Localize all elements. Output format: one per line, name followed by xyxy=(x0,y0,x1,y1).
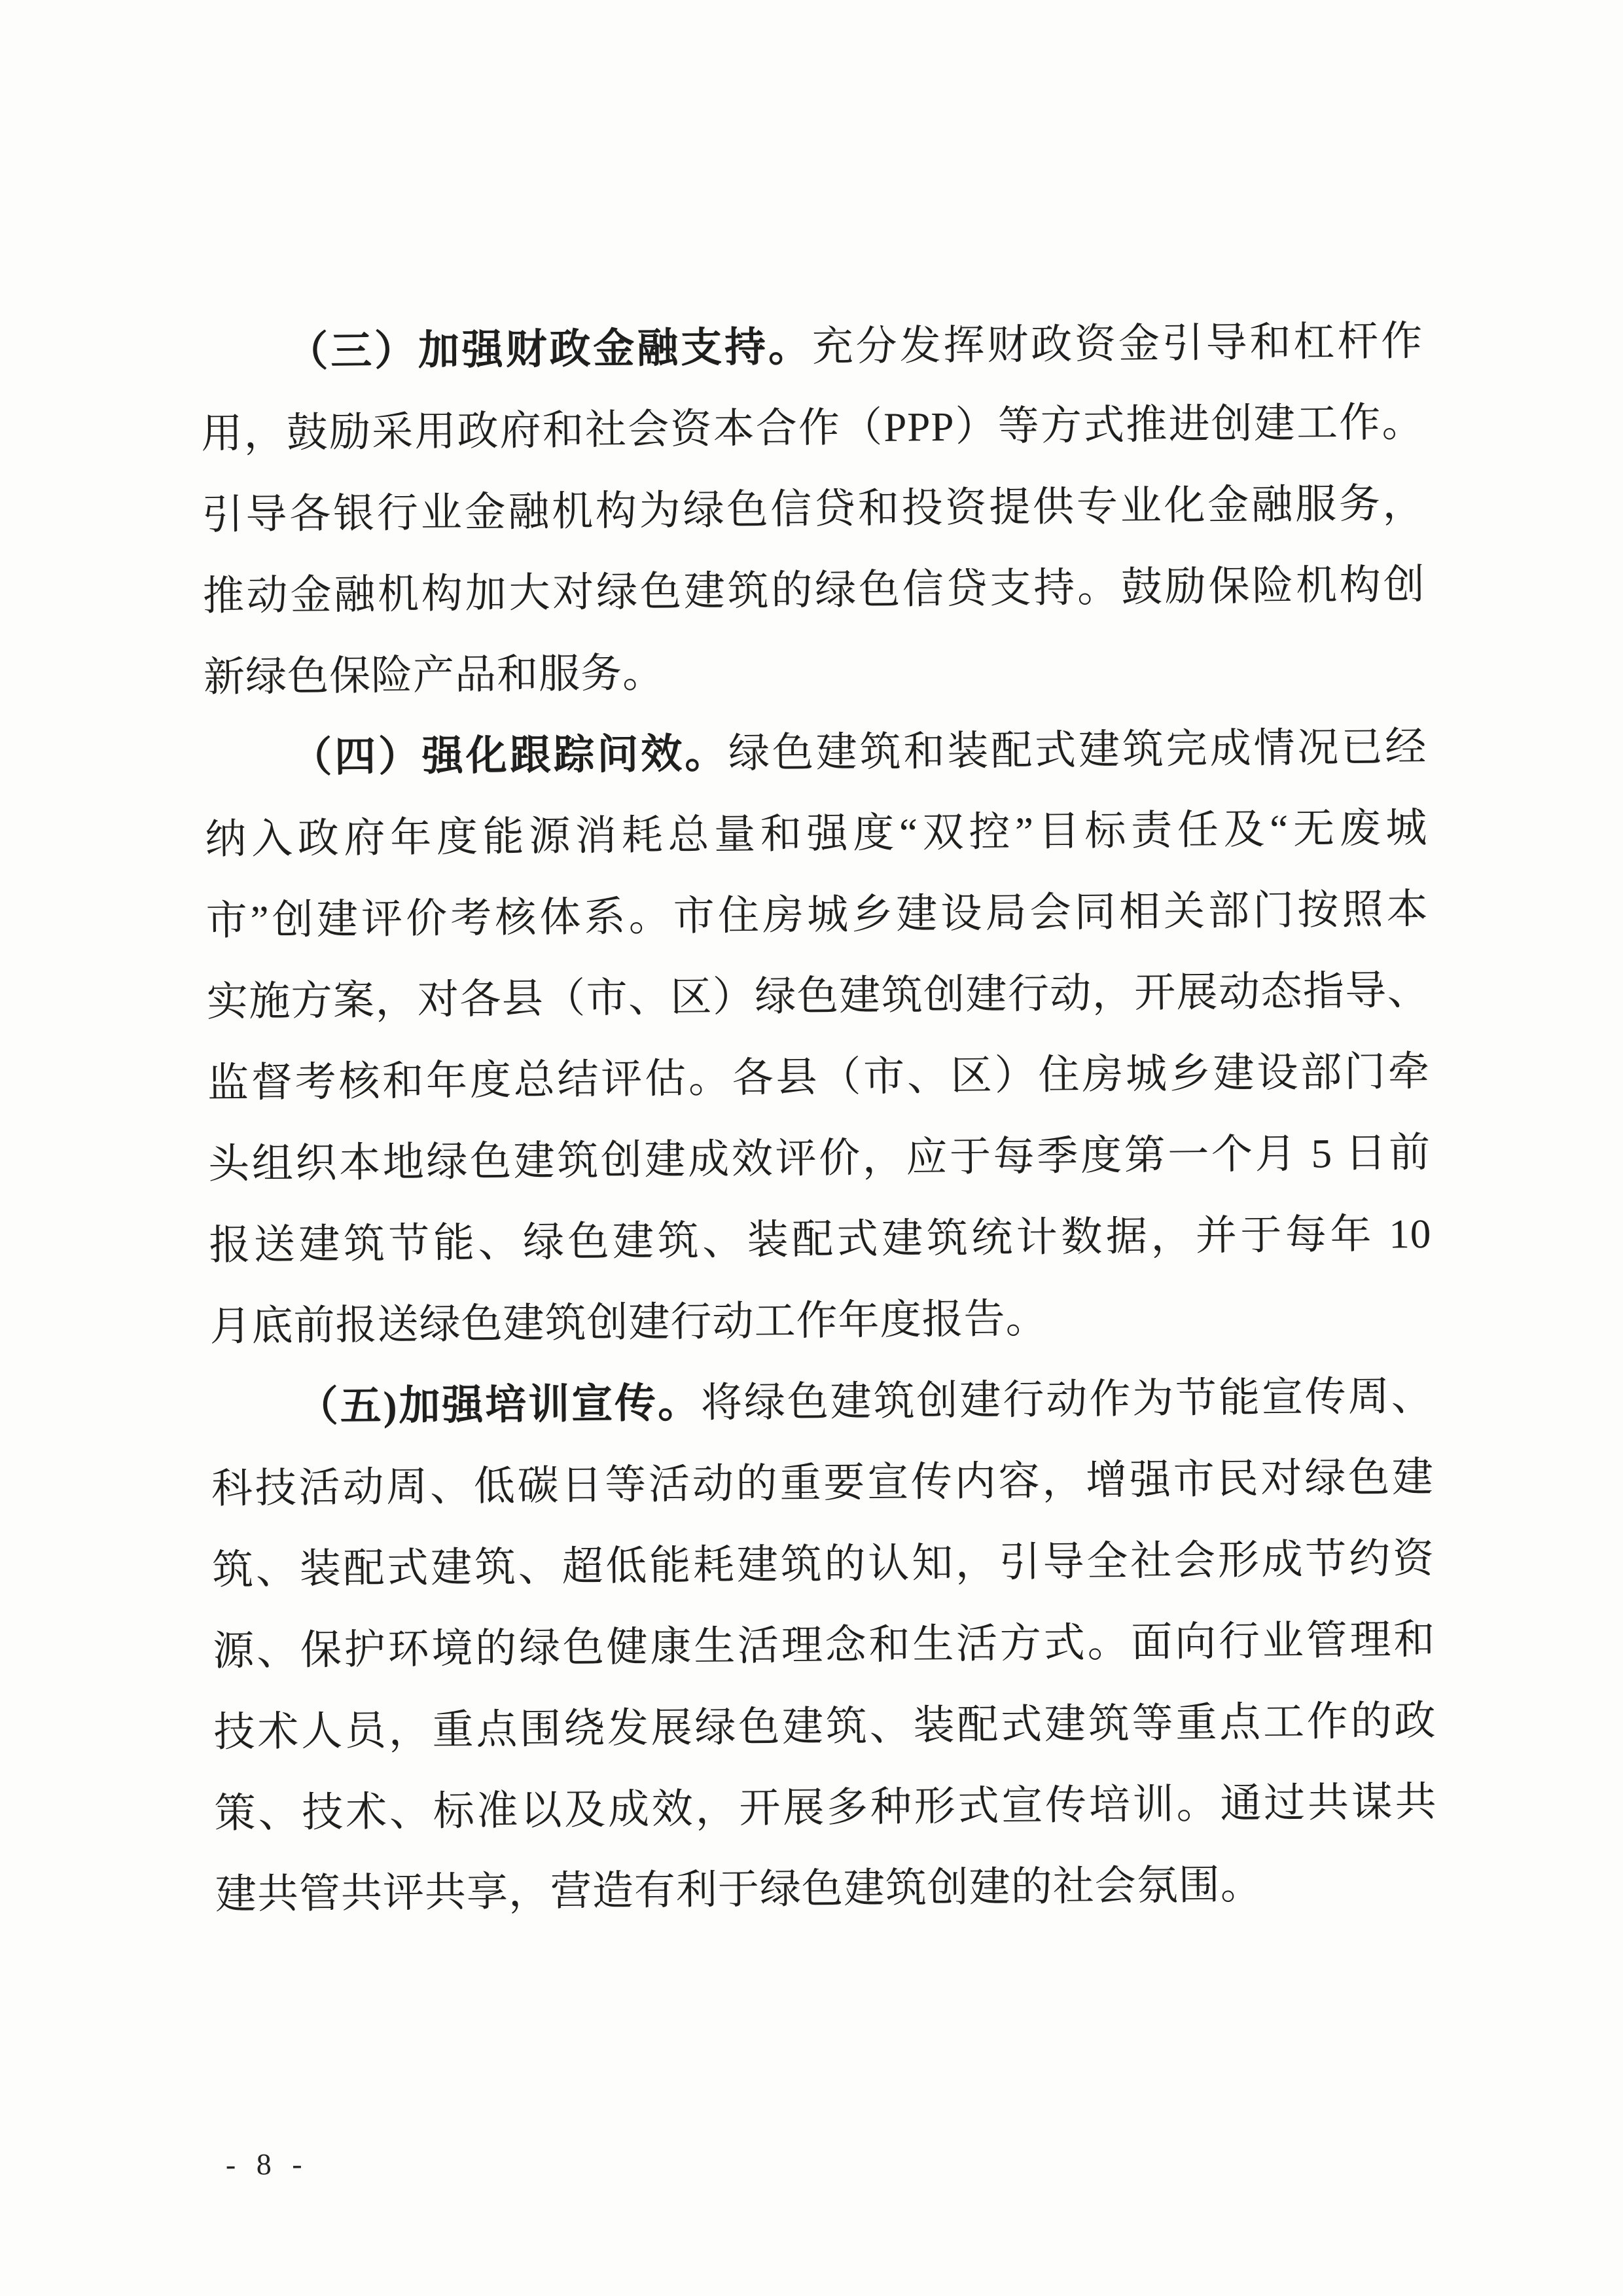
text-line xyxy=(211,1437,1434,1530)
line-text: 推动金融机构加大对绿色建筑的绿色信贷支持。鼓励保险机构创 xyxy=(202,561,1426,619)
section-heading-4: （四）强化跟踪问效。 xyxy=(290,730,729,781)
line-text: 市”创建评价考核体系。市住房城乡建设局会同相关部门按照本 xyxy=(205,886,1429,944)
text-line xyxy=(204,706,1427,799)
line-text: 监督考核和年度总结评估。各县（市、区）住房城乡建设部门牵 xyxy=(207,1048,1431,1106)
text-line xyxy=(213,1599,1436,1692)
section-heading-3: （三）加强财政金融支持。 xyxy=(286,323,813,375)
text-line xyxy=(215,1842,1438,1935)
line-text: 用，鼓励采用政府和社会资本合作（PPP）等方式推进创建工作。 xyxy=(201,399,1424,457)
text-line xyxy=(209,1193,1432,1286)
text-line xyxy=(205,869,1429,961)
line-text: 将绿色建筑创建行动作为节能宣传周、 xyxy=(700,1372,1434,1426)
line-text: 策、技术、标准以及成效，开展多种形式宣传培训。通过共谋共 xyxy=(214,1778,1437,1837)
line-text: 报送建筑节能、绿色建筑、装配式建筑统计数据，并于每年 10 xyxy=(209,1210,1432,1268)
text-line xyxy=(202,463,1425,556)
line-text: 技术人员，重点围绕发展绿色建筑、装配式建筑等重点工作的政 xyxy=(213,1697,1436,1755)
line-text: 实施方案，对各县（市、区）绿色建筑创建行动，开展动态指导、 xyxy=(206,967,1430,1025)
line-text: 源、保护环境的绿色健康生活理念和生活方式。面向行业管理和 xyxy=(213,1616,1436,1674)
document-body xyxy=(200,300,1438,1935)
text-line xyxy=(209,1274,1433,1367)
section-heading-5: （五)加强培训宣传。 xyxy=(296,1380,702,1430)
text-line xyxy=(210,1355,1433,1448)
text-line xyxy=(213,1680,1436,1773)
text-line xyxy=(206,950,1429,1043)
text-line xyxy=(205,787,1428,880)
line-text: 建共管共评共享，营造有利于绿色建筑创建的社会氛围。 xyxy=(215,1861,1263,1918)
line-text: 科技活动周、低碳日等活动的重要宣传内容，增强市民对绿色建 xyxy=(211,1454,1435,1512)
text-line xyxy=(212,1518,1435,1611)
page-number: - 8 - xyxy=(225,2147,309,2181)
line-text: 纳入政府年度能源消耗总量和强度“双控”目标责任及“无废城 xyxy=(205,804,1428,863)
line-text: 头组织本地绿色建筑创建成效评价，应于每季度第一个月 5 日前 xyxy=(207,1129,1431,1187)
line-text: 绿色建筑和装配式建筑完成情况已经 xyxy=(728,723,1427,777)
text-line xyxy=(214,1761,1437,1854)
text-line xyxy=(202,544,1425,637)
text-line xyxy=(208,1112,1431,1205)
text-line xyxy=(207,1031,1430,1124)
text-line xyxy=(200,300,1423,393)
text-line xyxy=(201,382,1424,475)
line-text: 新绿色保险产品和服务。 xyxy=(203,650,665,700)
line-text: 引导各银行业金融机构为绿色信贷和投资提供专业化金融服务， xyxy=(202,480,1425,538)
text-line xyxy=(203,625,1426,718)
line-text: 筑、装配式建筑、超低能耗建筑的认知，引导全社会形成节约资 xyxy=(211,1535,1435,1593)
line-text: 充分发挥财政资金引导和杠杆作 xyxy=(812,317,1423,370)
line-text: 月底前报送绿色建筑创建行动工作年度报告。 xyxy=(209,1295,1048,1350)
